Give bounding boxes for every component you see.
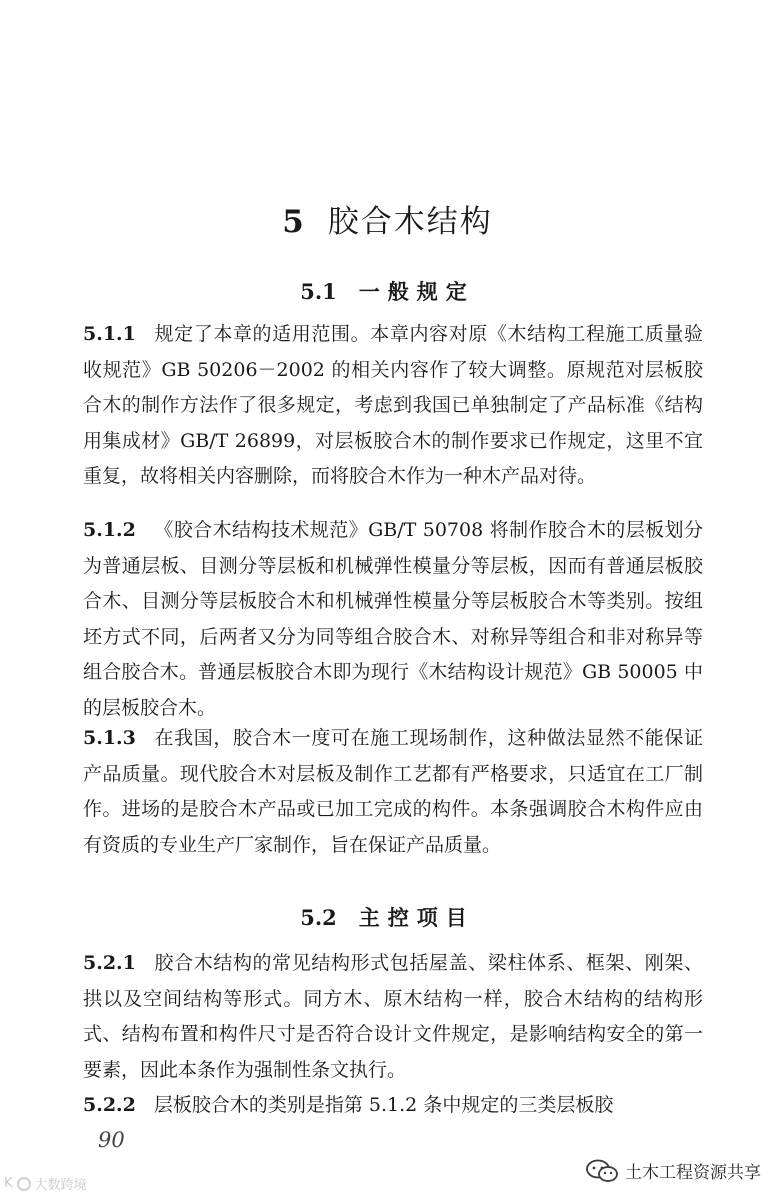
section-title-5-1 (0, 276, 775, 306)
watermark-left-text: 大数跨境 (34, 1178, 87, 1193)
watermark-left (4, 1174, 87, 1193)
section-name: 一般规定 (358, 279, 475, 304)
chapter-name: 胶合木结构 (327, 204, 493, 240)
section-title-5-2 (0, 902, 775, 932)
paragraph-text: 胶合木结构的常见结构形式包括屋盖、梁柱体系、框架、刚架、拱以及空间结构等形式。同方木、原木结构一样，胶合木结构的结构形式、结构布置和构件尺寸是否符合设计文件规定，是影响结构安全的第一要素，因此本条作为强制性条文执行。 (83, 952, 703, 1081)
source-watermark (585, 1158, 761, 1183)
paragraph-text: 在我国，胶合木一度可在施工现场制作，这种做法显然不能保证产品质量。现代胶合木对层板及制作工艺都有严格要求，只适宜在工厂制作。进场的是胶合木产品或已加工完成的构件。本条强调胶合木构件应由有资质的专业生产厂家制作，旨在保证产品质量。 (83, 727, 703, 856)
paragraph-5-2-1 (83, 946, 703, 1088)
wechat-icon (585, 1159, 619, 1183)
page-number: 90 (98, 1128, 125, 1152)
paragraph-text: 《胶合木结构技术规范》GB/T 50708 将制作胶合木的层板划分为普通层板、目测分等层板和机械弹性模量分等层板，因而有普通层板胶合木、目测分等层板胶合木和机械弹性模量分等层板胶合木等类别。按组坯方式不同，后两者又分为同等组合胶合木、对称异等组合和非对称异等组合胶合木。普通层板胶合木即为现行《木结构设计规范》GB 50005 中的层板胶合木。 (83, 519, 703, 719)
watermark-icon (17, 1177, 31, 1191)
section-name: 主控项目 (358, 905, 475, 930)
source-watermark-text: 土木工程资源共享 (625, 1163, 761, 1183)
paragraph-5-1-2 (83, 513, 703, 727)
clause-number: 5.2.2 (83, 1094, 136, 1116)
chapter-title (0, 196, 775, 241)
paragraph-text: 规定了本章的适用范围。本章内容对原《木结构工程施工质量验收规范》GB 50206－2002 的相关内容作了较大调整。原规范对层板胶合木的制作方法作了很多规定，考虑到我国已单独制定了产品标准《结构用集成材》GB/T 26899，对层板胶合木的制作要求已作规定，这里不宜重复，故将相关内容删除，而将胶合木作为一种木产品对待。 (83, 323, 703, 488)
chapter-number: 5 (282, 204, 306, 240)
paragraph-5-1-1 (83, 317, 703, 495)
clause-number: 5.1.2 (83, 519, 136, 541)
paragraph-5-2-2 (83, 1088, 698, 1124)
clause-number: 5.2.1 (83, 952, 136, 974)
section-number: 5.1 (300, 279, 337, 304)
watermark-prefix: K (4, 1176, 13, 1191)
clause-number: 5.1.1 (83, 323, 136, 345)
section-number: 5.2 (300, 905, 337, 930)
clause-number: 5.1.3 (83, 727, 136, 749)
paragraph-text: 层板胶合木的类别是指第 5.1.2 条中规定的三类层板胶 (153, 1094, 614, 1116)
paragraph-5-1-3 (83, 721, 703, 863)
